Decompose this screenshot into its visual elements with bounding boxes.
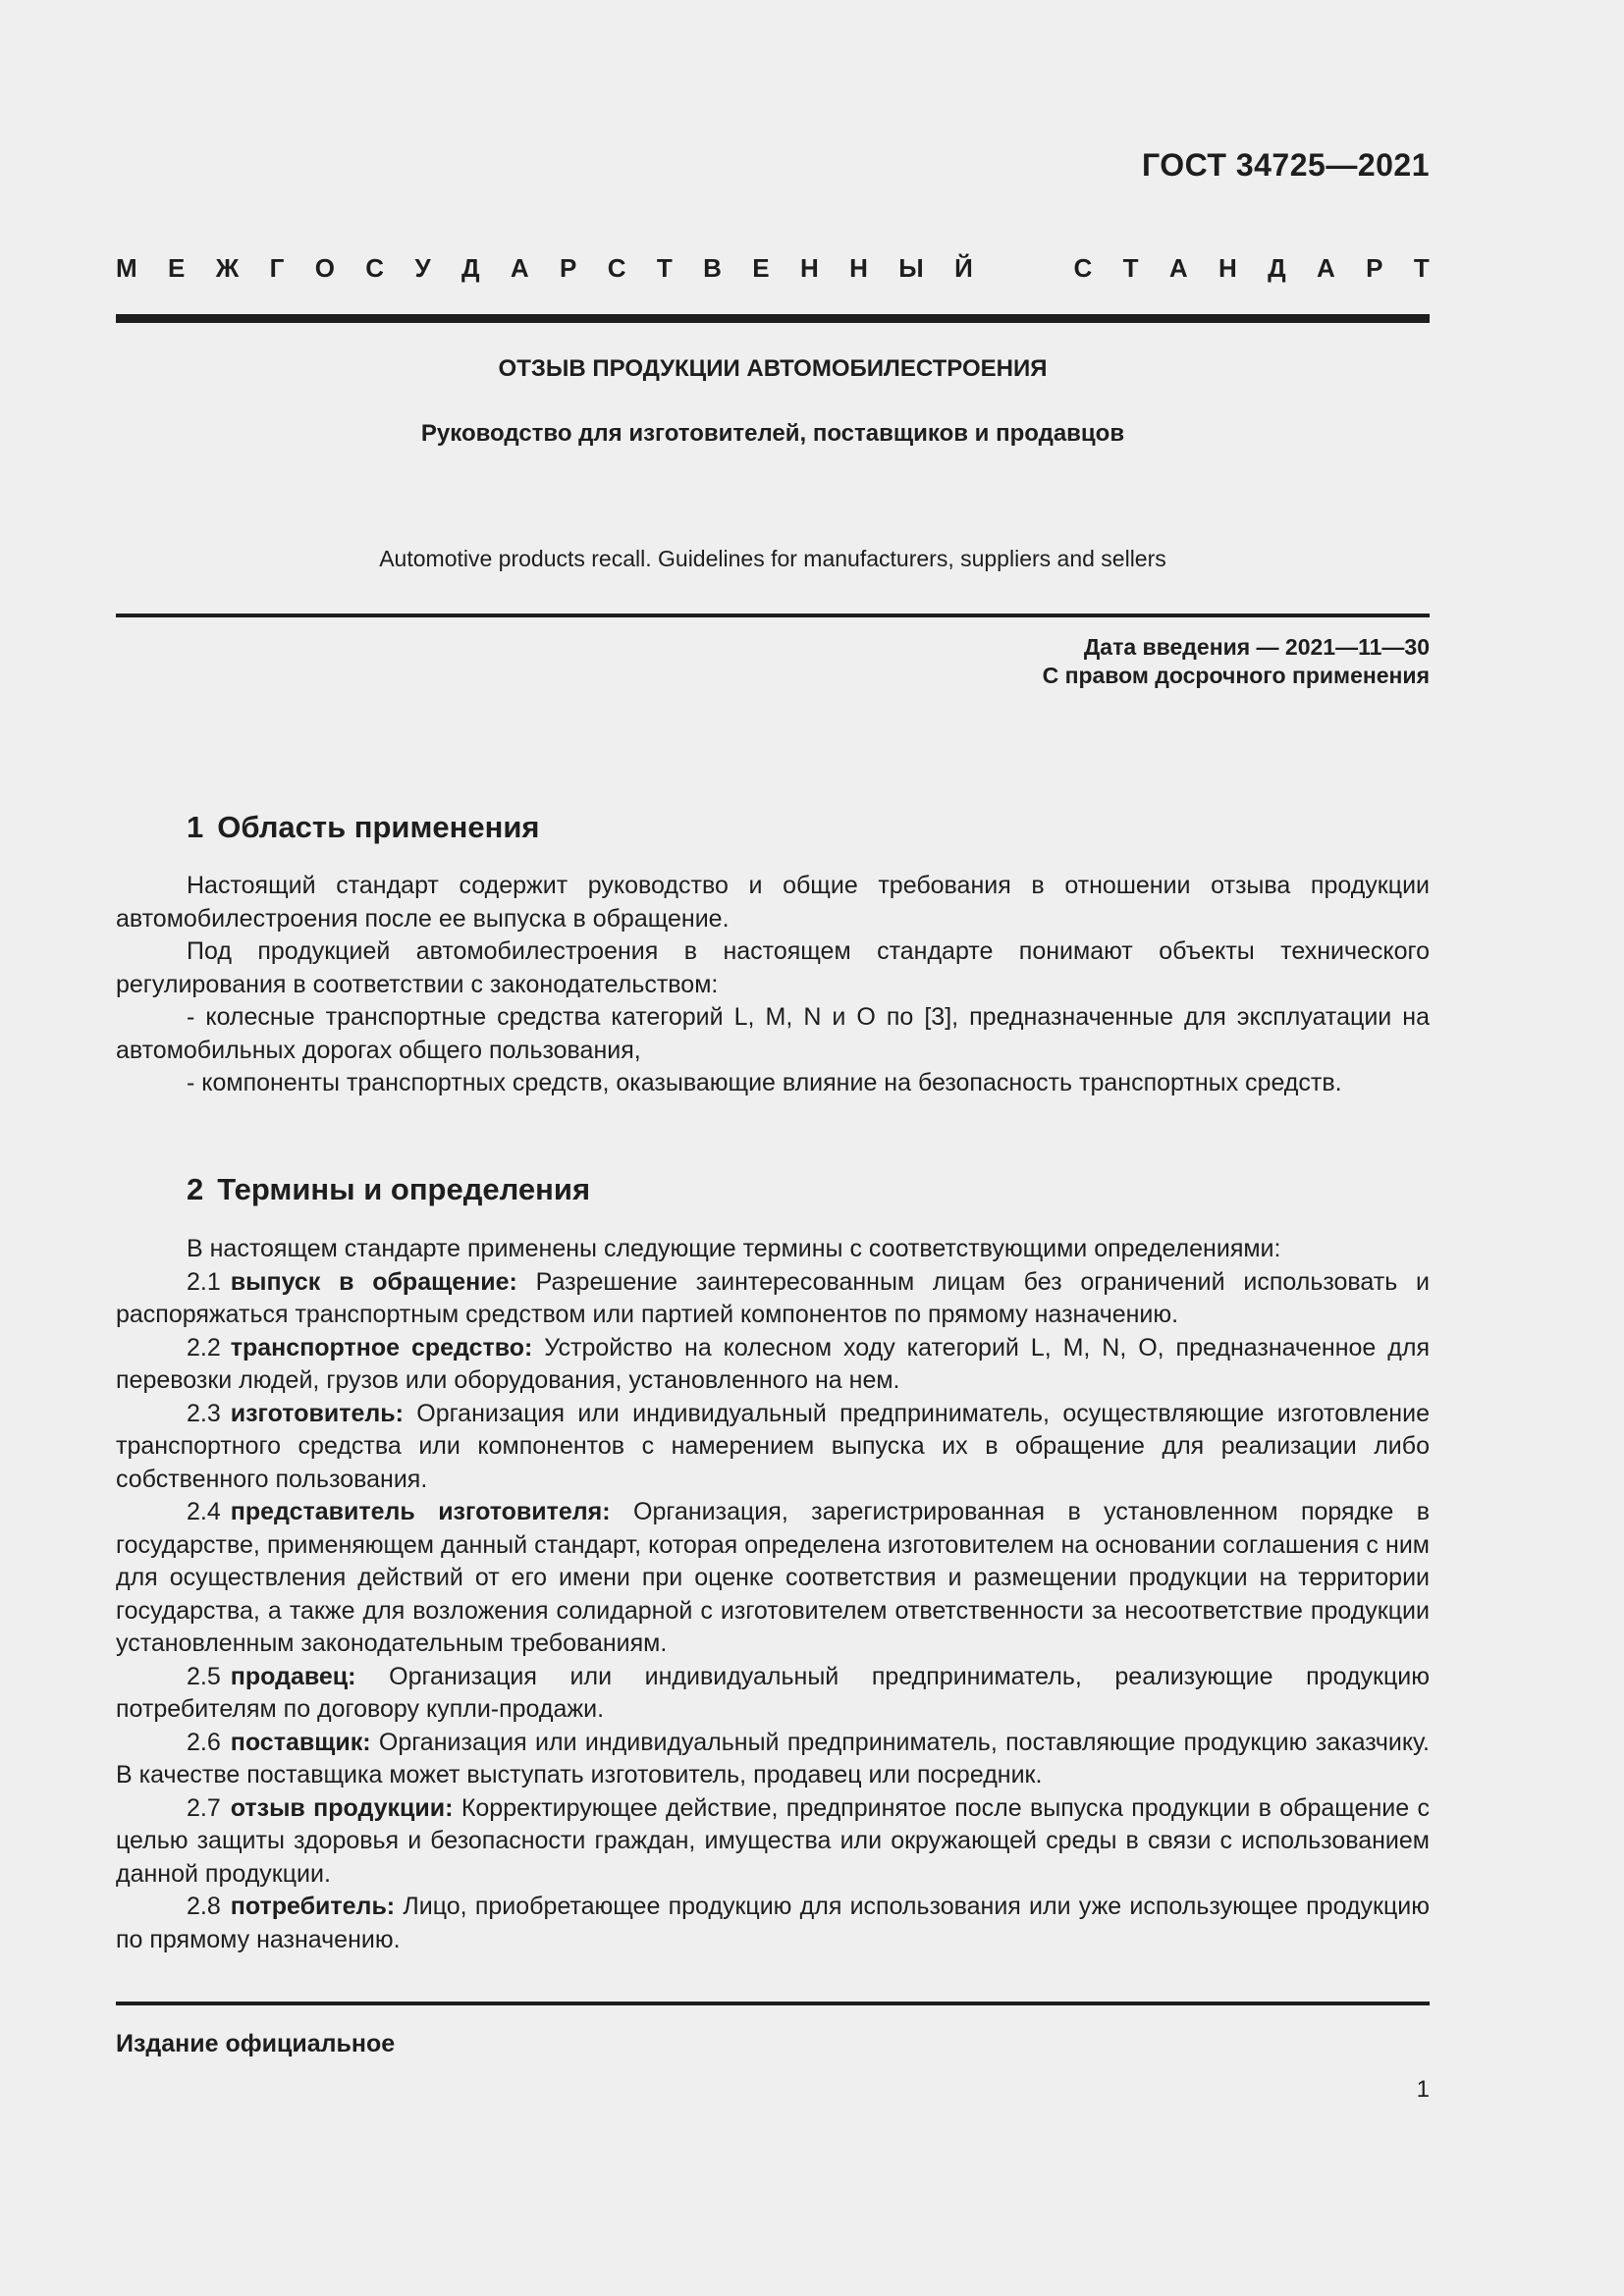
banner-letter: С: [1073, 253, 1093, 283]
term-name: выпуск в обращение:: [230, 1267, 517, 1296]
term-entry: [116, 1661, 1430, 1727]
term-name: поставщик:: [230, 1728, 371, 1756]
term-entry: [116, 1266, 1430, 1332]
section-number: 2: [187, 1172, 204, 1206]
term-definition: Устройство на колесном ходу категорий L, M, N, O, предназначенное для перевозки людей, грузов или оборудования, установленного на нем.: [116, 1333, 1430, 1394]
banner-letter: Е: [168, 253, 186, 283]
banner-letter: Н: [849, 253, 868, 283]
banner-letter: Й: [954, 253, 973, 283]
banner-letter: Н: [799, 253, 819, 283]
document-title: ОТЗЫВ ПРОДУКЦИИ АВТОМОБИЛЕСТРОЕНИЯ: [498, 355, 1048, 382]
banner-letter: Ы: [898, 253, 924, 283]
term-name: отзыв продукции:: [230, 1793, 454, 1822]
term-number: 2.7: [187, 1793, 221, 1822]
banner-letter: Г: [269, 253, 285, 283]
term-name: продавец:: [230, 1662, 356, 1690]
section-2-body: [116, 1233, 1430, 1956]
term-entry: [116, 1496, 1430, 1661]
term-definition: Организация, зарегистрированная в установленном порядке в государстве, применяющем данный стандарт, которая определена изготовителем на основании соглашения с ним для осуществления действий от его имени при оценке соответствия и размещении продукции на территории государства, а также для возложения солидарной с изготовителем ответственности за несоответствие продукции установленным законодательным требованиям.: [116, 1498, 1431, 1657]
term-entry: [116, 1398, 1430, 1497]
paragraph: Настоящий стандарт содержит руководство и общие требования в отношении отзыва продукции автомобилестроения после ее выпуска в обращение.: [116, 872, 1430, 933]
term-definition: Разрешение заинтересованным лицам без ограничений использовать и распоряжаться транспортным средством или партией компонентов по прямому назначению.: [116, 1267, 1431, 1328]
banner-letter: Д: [460, 253, 480, 283]
term-name: изготовитель:: [230, 1399, 404, 1427]
banner-letter: С: [365, 253, 385, 283]
paragraph: В настоящем стандарте применены следующие термины с соответствующими определениями:: [187, 1235, 1281, 1262]
term-name: представитель изготовителя:: [230, 1498, 611, 1525]
term-entry: [116, 1727, 1430, 1792]
banner-letter: А: [1168, 253, 1188, 283]
term-definition: Организация или индивидуальный предприниматель, осуществляющие изготовление транспортного средства или компонентов с намерением выпуска их в обращение для реализации либо собственного пользования.: [116, 1399, 1430, 1493]
term-number: 2.5: [187, 1662, 221, 1690]
term-number: 2.1: [187, 1267, 221, 1296]
section-1-body: [116, 870, 1430, 1100]
paragraph: Под продукцией автомобилестроения в настоящем стандарте понимают объекты технического регулирования в соответствии с законодательством:: [116, 937, 1430, 998]
title-rule: [116, 614, 1430, 617]
document-subtitle: Руководство для изготовителей, поставщиков и продавцов: [420, 420, 1125, 447]
section-number: 1: [187, 810, 204, 844]
term-definition: Организация или индивидуальный предприниматель, реализующие продукцию потребителям по договору купли-продажи.: [116, 1662, 1430, 1723]
term-number: 2.4: [187, 1498, 221, 1525]
banner-letter: Р: [560, 253, 577, 283]
banner-letter: У: [414, 253, 431, 283]
section-1-heading: [187, 810, 540, 845]
standard-type-banner: [116, 253, 1430, 284]
term-number: 2.8: [187, 1893, 221, 1920]
list-item: - компоненты транспортных средств, оказывающие влияние на безопасность транспортных средств.: [187, 1069, 1342, 1096]
term-definition: Корректирующее действие, предпринятое после выпуска продукции в обращение с целью защиты здоровья и безопасности граждан, имущества или окружающей среды в связи с использованием данной продукции.: [116, 1793, 1430, 1888]
banner-letter: С: [607, 253, 626, 283]
banner-letter: А: [1317, 253, 1335, 283]
document-title-english: Automotive products recall. Guidelines for manufacturers, suppliers and sellers: [379, 546, 1166, 571]
term-number: 2.2: [187, 1333, 221, 1362]
term-number: 2.3: [187, 1399, 221, 1427]
banner-letter: Е: [752, 253, 770, 283]
term-name: транспортное средство:: [230, 1333, 533, 1362]
banner-letter: Т: [1122, 253, 1139, 283]
official-edition-label: Издание официальное: [116, 2030, 396, 2057]
introduction-date: Дата введения — 2021—11—30: [1083, 634, 1430, 660]
banner-letter: М: [116, 253, 137, 283]
banner-letter: Т: [656, 253, 673, 283]
banner-word-gap: [1003, 253, 1043, 284]
banner-letter: Т: [1413, 253, 1430, 283]
footer-rule: [116, 2002, 1430, 2005]
banner-letter: Ж: [215, 253, 240, 283]
early-application-note: С правом досрочного применения: [1042, 663, 1430, 688]
term-name: потребитель:: [230, 1893, 396, 1920]
banner-letter: А: [510, 253, 529, 283]
section-title: Термины и определения: [217, 1172, 591, 1206]
term-entry: [116, 1332, 1430, 1398]
banner-letter: Д: [1268, 253, 1286, 283]
term-definition: Организация или индивидуальный предприниматель, поставляющие продукцию заказчику. В качестве поставщика может выступать изготовитель, продавец или посредник.: [116, 1728, 1430, 1789]
section-title: Область применения: [217, 810, 540, 844]
banner-letter: О: [314, 253, 335, 283]
page-number: 1: [1416, 2076, 1430, 2103]
banner-letter: В: [703, 253, 722, 283]
term-entry: [116, 1792, 1430, 1892]
document-page: [116, 0, 1430, 2296]
banner-letter: Р: [1366, 253, 1383, 283]
list-item: - колесные транспортные средства категорий L, M, N и О по [3], предназначенные для эксплуатации на автомобильных дорогах общего пользования,: [116, 1003, 1430, 1064]
standard-number: ГОСТ 34725—2021: [1141, 147, 1430, 183]
section-2-heading: [187, 1172, 590, 1207]
banner-letter: Н: [1218, 253, 1237, 283]
term-number: 2.6: [187, 1728, 221, 1756]
header-rule: [116, 314, 1430, 323]
term-definition: Лицо, приобретающее продукцию для использования или уже использующее продукцию по прямому назначению.: [116, 1893, 1430, 1953]
term-entry: [116, 1891, 1430, 1956]
